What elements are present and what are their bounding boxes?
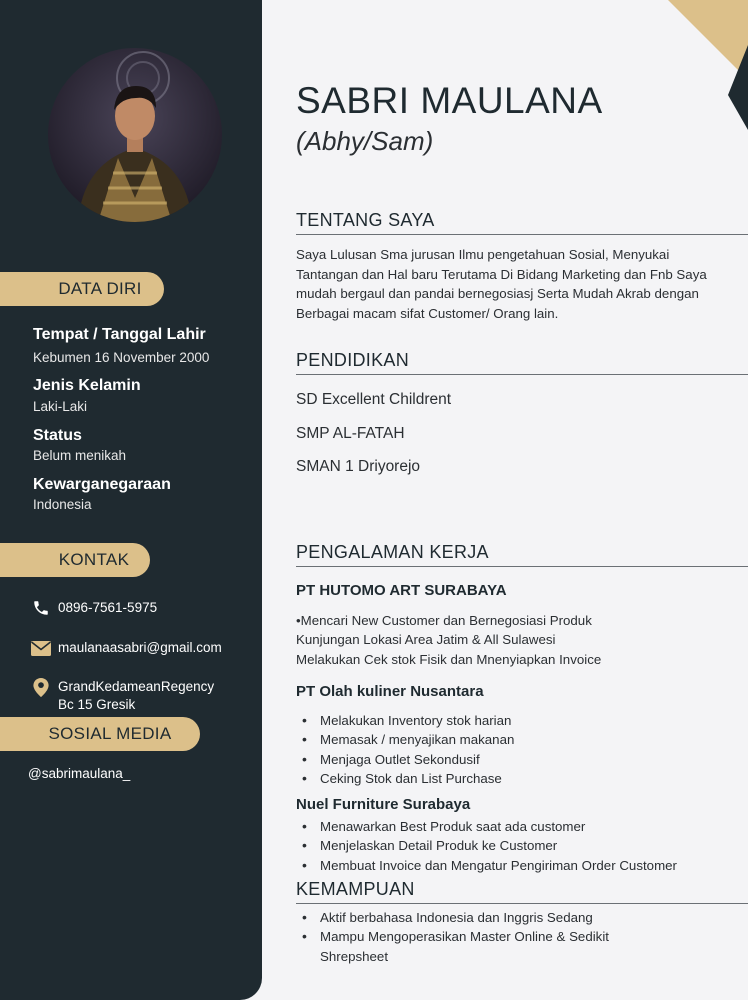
education-item: SD Excellent Childrent xyxy=(296,391,452,408)
nickname: (Abhy/Sam) xyxy=(296,126,434,156)
job-line: Melakukan Cek stok Fisik dan Mnenyiapkan Invoice xyxy=(296,652,602,667)
nationality-value: Indonesia xyxy=(33,497,92,512)
job-line: Kunjungan Lokasi Area Jatim & All Sulawesi xyxy=(296,632,556,647)
list-item: • Melakukan Inventory stok harian xyxy=(302,711,732,730)
job-line: •Mencari New Customer dan Bernegosiasi Produk xyxy=(296,613,592,628)
status-label: Status xyxy=(33,427,82,444)
nationality-label: Kewarganegaraan xyxy=(33,476,171,493)
kontak-header: KONTAK xyxy=(0,543,150,577)
skills-list xyxy=(302,908,662,966)
job-duties-list xyxy=(302,711,732,788)
birth-value: Kebumen 16 November 2000 xyxy=(33,350,210,365)
full-name: SABRI MAULANA xyxy=(296,80,603,121)
phone-contact[interactable] xyxy=(30,599,157,617)
job-company: PT Olah kuliner Nusantara xyxy=(296,683,484,700)
profile-photo xyxy=(48,48,222,222)
list-item: • Aktif berbahasa Indonesia dan Inggris Sedang xyxy=(302,908,662,927)
job-company: PT HUTOMO ART SURABAYA xyxy=(296,582,507,599)
job-company: Nuel Furniture Surabaya xyxy=(296,796,471,813)
phone-number: 0896-7561-5975 xyxy=(58,600,158,615)
social-handle[interactable]: @sabrimaulana_ xyxy=(28,766,131,781)
address-contact xyxy=(30,678,214,714)
address-line-2: Bc 15 Gresik xyxy=(58,697,136,712)
list-item: • Menjelaskan Detail Produk ke Customer xyxy=(302,836,732,855)
education-item: SMAN 1 Driyorejo xyxy=(296,458,421,475)
skills-title: KEMAMPUAN xyxy=(296,879,748,904)
list-item: • Ceking Stok dan List Purchase xyxy=(302,769,732,788)
education-title: PENDIDIKAN xyxy=(296,350,748,375)
mail-icon xyxy=(30,639,52,657)
gender-label: Jenis Kelamin xyxy=(33,377,141,394)
sosial-media-header: SOSIAL MEDIA xyxy=(0,717,200,751)
email-address: maulanaasabri@gmail.com xyxy=(58,640,222,655)
about-title: TENTANG SAYA xyxy=(296,210,748,235)
corner-decoration xyxy=(628,0,748,130)
gender-value: Laki-Laki xyxy=(33,399,88,414)
experience-title: PENGALAMAN KERJA xyxy=(296,542,748,567)
sidebar xyxy=(0,0,262,1000)
status-value: Belum menikah xyxy=(33,448,127,463)
phone-icon xyxy=(30,599,52,617)
email-contact[interactable] xyxy=(30,639,222,657)
list-item: • Menawarkan Best Produk saat ada customer xyxy=(302,817,732,836)
list-item: • Menjaga Outlet Sekondusif xyxy=(302,750,732,769)
location-pin-icon xyxy=(30,678,52,696)
birth-label: Tempat / Tanggal Lahir xyxy=(33,326,206,343)
about-text: Saya Lulusan Sma jurusan Ilmu pengetahuan Sosial, Menyukai Tantangan dan Hal baru Terutama Di Bidang Marketing dan Fnb Saya mudah bergaul dan pandai bernegosiasj Serta Mudah Akrab dengan Berbagai macam sifat Customer/ Orang lain. xyxy=(296,247,707,321)
list-item: • Membuat Invoice dan Mengatur Pengiriman Order Customer xyxy=(302,856,732,875)
address-line-1: GrandKedameanRegency xyxy=(58,679,215,694)
data-diri-header: DATA DIRI xyxy=(0,272,164,306)
list-item: • Mampu Mengoperasikan Master Online & Sedikit Shrepsheet xyxy=(302,927,662,966)
list-item: • Memasak / menyajikan makanan xyxy=(302,730,732,749)
education-item: SMP AL-FATAH xyxy=(296,425,405,442)
job-duties-list xyxy=(302,817,732,875)
